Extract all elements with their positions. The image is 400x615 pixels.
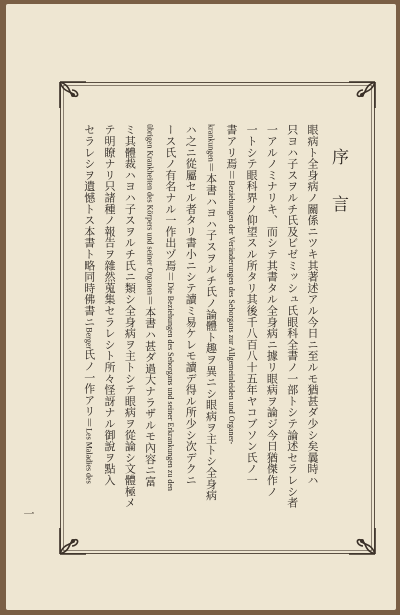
text-column [180,124,200,534]
text-column [200,124,220,534]
text-segment: 一トシテ眼科界ノ仰望スル所タリ其後千八百八十五年ヤコブソン氏ノ一 [245,124,259,486]
text-column [78,124,98,534]
text-segment: 只ヨハ子スヲルチ氏及ビゼミッシュ氏眼科全書ノ一部トシテ論述セラレシ者 [285,124,299,509]
text-column [160,124,180,534]
text-column [119,124,139,534]
corner-ornament-top-right [347,80,377,110]
text-segment: 眼病ト全身病ノ關係ニツキ其著述アル今日ニ至ルモ猶甚ダ少シ矣曩時ハ [306,124,319,486]
text-column [281,124,301,534]
text-column [99,124,119,534]
text-segment: ＝本書ハヨハ子スヲルチ氏ノ論體ト趣ヲ異ニシ眼病ヲ主トシ全身病 [204,161,218,501]
latin-title-segment: krankungen [206,124,216,162]
text-segment: セラレシヲ遺憾トス本書ト略同時佛書ニ [82,124,96,328]
text-segment: テ明瞭ナリ只諸種ノ報告ヲ雜然蒐集セラレシト所々怪訝ナル御說ヲ點入 [103,124,117,486]
latin-title-segment: Beziehungen der Veränderungen des Sehorgans zur Allgemeinleiden und Organer- [226,180,236,445]
text-segment: ミ其體裁ハヨハ子スヲルチ氏ニ類シ全身病ヲ主トシテ眼病ヲ從論シ文體極メ [123,124,137,509]
preface-title: 序言 [328,148,348,242]
text-column [139,124,159,534]
text-column [241,124,261,534]
text-segment: ハ之ニ從屬セル者タリ書小ニシテ讀ミ易ケレモ讀デ得ル所少シ次デクニ [184,124,198,486]
preface-body [82,124,322,534]
text-segment: ＝本書ハ甚ダ過大ナラザルモ內容ニ富 [143,294,157,488]
corner-ornament-bottom-right [347,526,377,556]
text-segment: 氏ノ一作アリ＝ [82,349,96,429]
text-column [221,124,241,534]
text-column [302,124,322,534]
latin-title-segment: übrigen Krankheiten des Körpers und seiner Organen [145,124,155,295]
page-number: 一 [22,508,35,519]
corner-ornament-top-left [58,80,88,110]
text-column [261,124,281,534]
text-segment: 一アルノミナリキ、而シテ其書タル全身病ニ據リ眼病ヲ論ジ今日猶傑作ノ [265,124,279,497]
text-segment: 書アリ焉＝ [224,124,238,181]
latin-title-segment: Les Maladies des [84,428,94,484]
latin-title-segment: Die Beziehungen des Sehorgans und seiner Erkrankungen zu den [165,282,175,491]
latin-title-segment: Berger [84,327,94,350]
text-segment: ース氏ノ有名ナル一作出ヅ焉＝ [163,124,177,283]
